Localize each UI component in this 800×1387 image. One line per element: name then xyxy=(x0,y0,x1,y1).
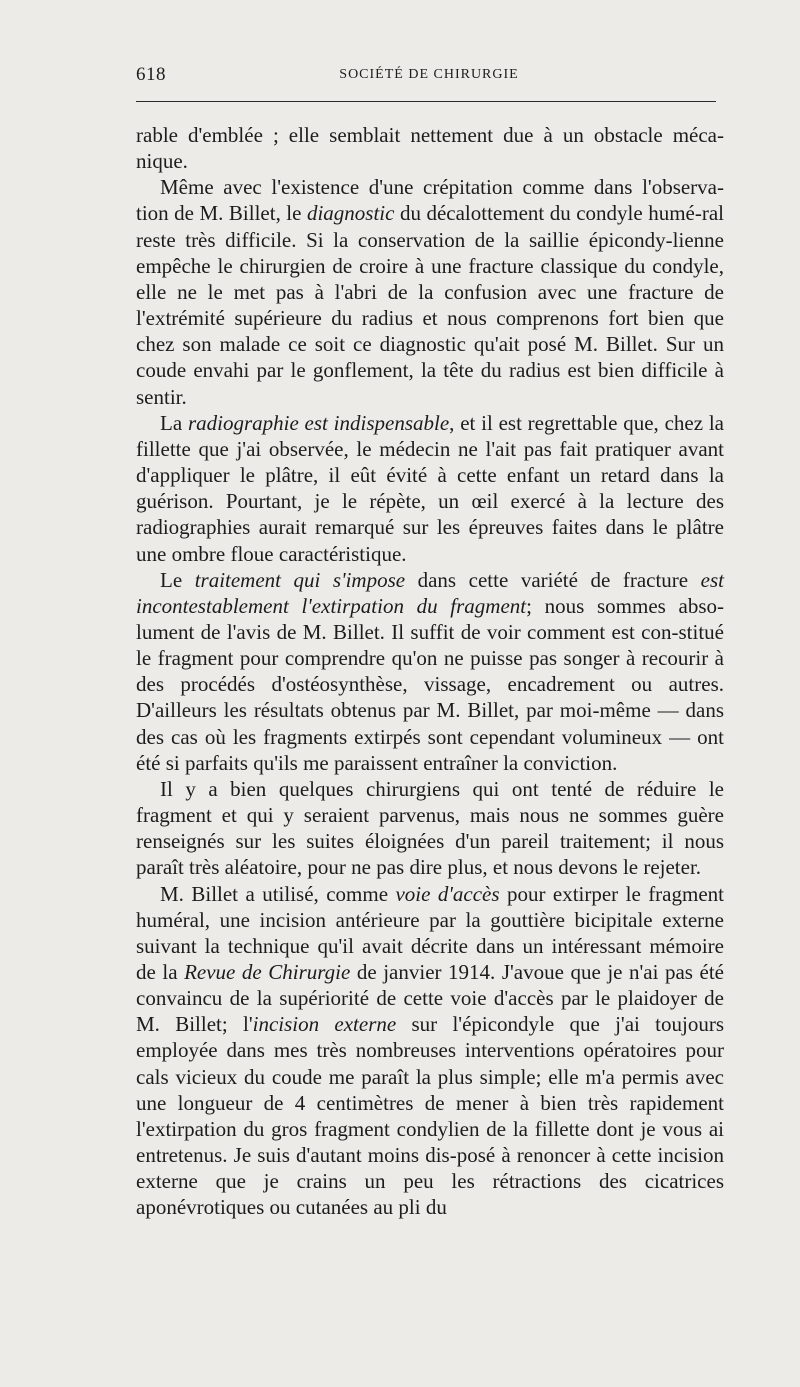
italic-text: voie d'accès xyxy=(395,881,500,906)
paragraph xyxy=(136,567,724,776)
paragraph xyxy=(136,881,724,1221)
italic-text: diagnostic xyxy=(306,201,395,226)
text-segment: de janvier 1914. J'avoue que je n'ai pas été convaincu de la supériorité de cette voie d'accès par le plaidoyer de M. Billet; l' xyxy=(136,960,724,1037)
italic-text: traitement qui s'impose xyxy=(194,567,406,592)
italic-text: est incontestablement l'extirpation du fragment xyxy=(136,567,724,618)
text-segment: dans cette variété de fracture xyxy=(405,567,701,592)
text-segment: Le xyxy=(160,567,195,592)
italic-text: Revue de Chirurgie xyxy=(184,960,351,984)
page-number: 618 xyxy=(136,64,166,85)
header-rule xyxy=(136,101,716,102)
text-segment: La xyxy=(160,410,188,435)
text-segment: rable d'emblée ; elle semblait nettement due à un obstacle méca-nique. xyxy=(136,123,724,174)
paragraph xyxy=(136,122,724,174)
running-title: SOCIÉTÉ DE CHIRURGIE xyxy=(339,67,519,82)
text-segment: M. Billet a utilisé, comme xyxy=(160,881,396,906)
italic-text: incision externe xyxy=(252,1012,397,1037)
text-segment: pour extirper le fragment huméral, une incision antérieure par la gouttière bicipitale externe suivant la technique qu'il avait décrite dans un intéressant mémoire de la xyxy=(136,881,724,984)
paragraph xyxy=(136,776,724,881)
body-text xyxy=(136,122,724,1221)
paragraph xyxy=(136,174,724,409)
paragraph xyxy=(136,410,724,567)
text-segment: du décalottement du condyle humé-ral reste très difficile. Si la conservation de la saillie épicondy-lienne empêche le chirurgien de croire à une fracture classique du condyle, elle ne le met pas à l'abri de la confusion avec une fracture de l'extrémité supérieure du radius et nous comprenons fort bien que chez son malade ce soit ce diagnostic qu'ait posé M. Billet. Sur un coude envahi par le gonflement, la tête du radius est bien difficile à sentir. xyxy=(136,201,724,409)
page-header xyxy=(136,64,722,88)
text-segment: , et il est regrettable que, chez la fillette que j'ai observée, le médecin ne l'ait pas fait pratiquer avant d'appliquer le plâtre, il eût évité à cette enfant un retard dans la guérison. Pourtant, je le répète, un œil exercé à la lecture des radiographies aurait remarqué sur les épreuves faites dans le plâtre une ombre floue caractéristique. xyxy=(136,410,724,566)
text-segment: Il y a bien quelques chirurgiens qui ont tenté de réduire le fragment et qui y seraient parvenus, mais nous ne sommes guère renseignés sur les suites éloignées d'un pareil traitement; il nous paraît très aléatoire, pour ne pas dire plus, et nous devons le rejeter. xyxy=(136,776,724,880)
italic-text: radiographie est indispensable xyxy=(187,410,450,435)
text-segment: sur l'épicondyle que j'ai toujours employée dans mes très nombreuses interventions opératoires pour cals vicieux du coude me paraît la plus simple; elle m'a permis avec une longueur de 4 centimètres de mener à bien très rapidement l'extirpation du gros fragment condylien de la fillette dont je vous ai entretenus. Je suis d'autant moins dis-posé à renoncer à cette incision externe que je crains un peu les rétractions des cicatrices aponévrotiques ou cutanées au pli du xyxy=(136,1012,724,1220)
text-segment: Même avec l'existence d'une crépitation comme dans l'observa-tion de M. Billet, le xyxy=(136,175,724,226)
text-segment: ; nous sommes abso-lument de l'avis de M. Billet. Il suffit de voir comment est con-stitué le fragment pour comprendre qu'on ne puisse pas songer à recourir à des procédés d'ostéosynthèse, vissage, encadrement ou autres. D'ailleurs les résultats obtenus par M. Billet, par moi-même — dans des cas où les fragments extirpés sont cependant volumineux — ont été si parfaits qu'ils me paraissent entraîner la conviction. xyxy=(136,593,724,775)
